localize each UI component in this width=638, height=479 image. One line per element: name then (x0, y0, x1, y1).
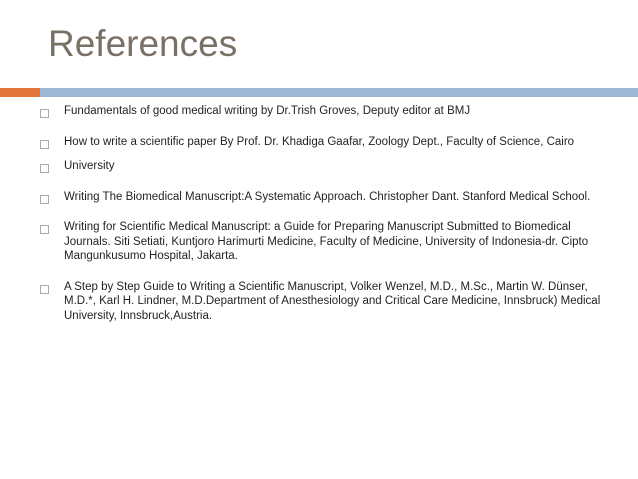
divider-accent-block (0, 88, 40, 97)
divider-bar (40, 88, 638, 97)
square-bullet-icon (40, 140, 49, 149)
list-item-text: Fundamentals of good medical writing by Dr.Trish Groves, Deputy editor at BMJ (64, 105, 471, 117)
list-item-text: Writing The Biomedical Manuscript:A Systematic Approach. Christopher Dant. Stanford Medical School. (64, 190, 591, 203)
square-bullet-icon (40, 285, 49, 294)
page-title: References (48, 23, 238, 64)
list-item (40, 104, 610, 119)
list-item (40, 220, 610, 264)
square-bullet-icon (40, 164, 49, 173)
list-item (40, 280, 610, 324)
list-item (40, 190, 610, 205)
list-item-text: A Step by Step Guide to Writing a Scientific Manuscript, Volker Wenzel, M.D., M.Sc., Martin W. Dünser, M.D.*, Karl H. Lindner, M.D.Department of Anesthesiology and Critical Care Medicine, Innsbruck) Medical University, Innsbruck,Austria. (64, 280, 601, 322)
list-item-text: Writing for Scientiﬁc Medical Manuscript: a Guide for Preparing Manuscript Submitted to Biomedical Journals. Siti Setiati, Kuntjoro Harimurti Medicine, Faculty of Medicine, University of Indonesia-dr. Cipto Mangunkusumo Hospital, Jakarta. (64, 221, 589, 262)
title-divider (0, 88, 638, 97)
square-bullet-icon (40, 225, 49, 234)
references-list (40, 104, 610, 339)
list-item-text: How to write a scientific paper By Prof. Dr. Khadiga Gaafar, Zoology Dept., Faculty of Science, Cairo (64, 135, 575, 148)
list-item-text: University (64, 160, 115, 172)
square-bullet-icon (40, 109, 49, 118)
list-item (40, 135, 610, 150)
list-item (40, 159, 610, 174)
square-bullet-icon (40, 195, 49, 204)
